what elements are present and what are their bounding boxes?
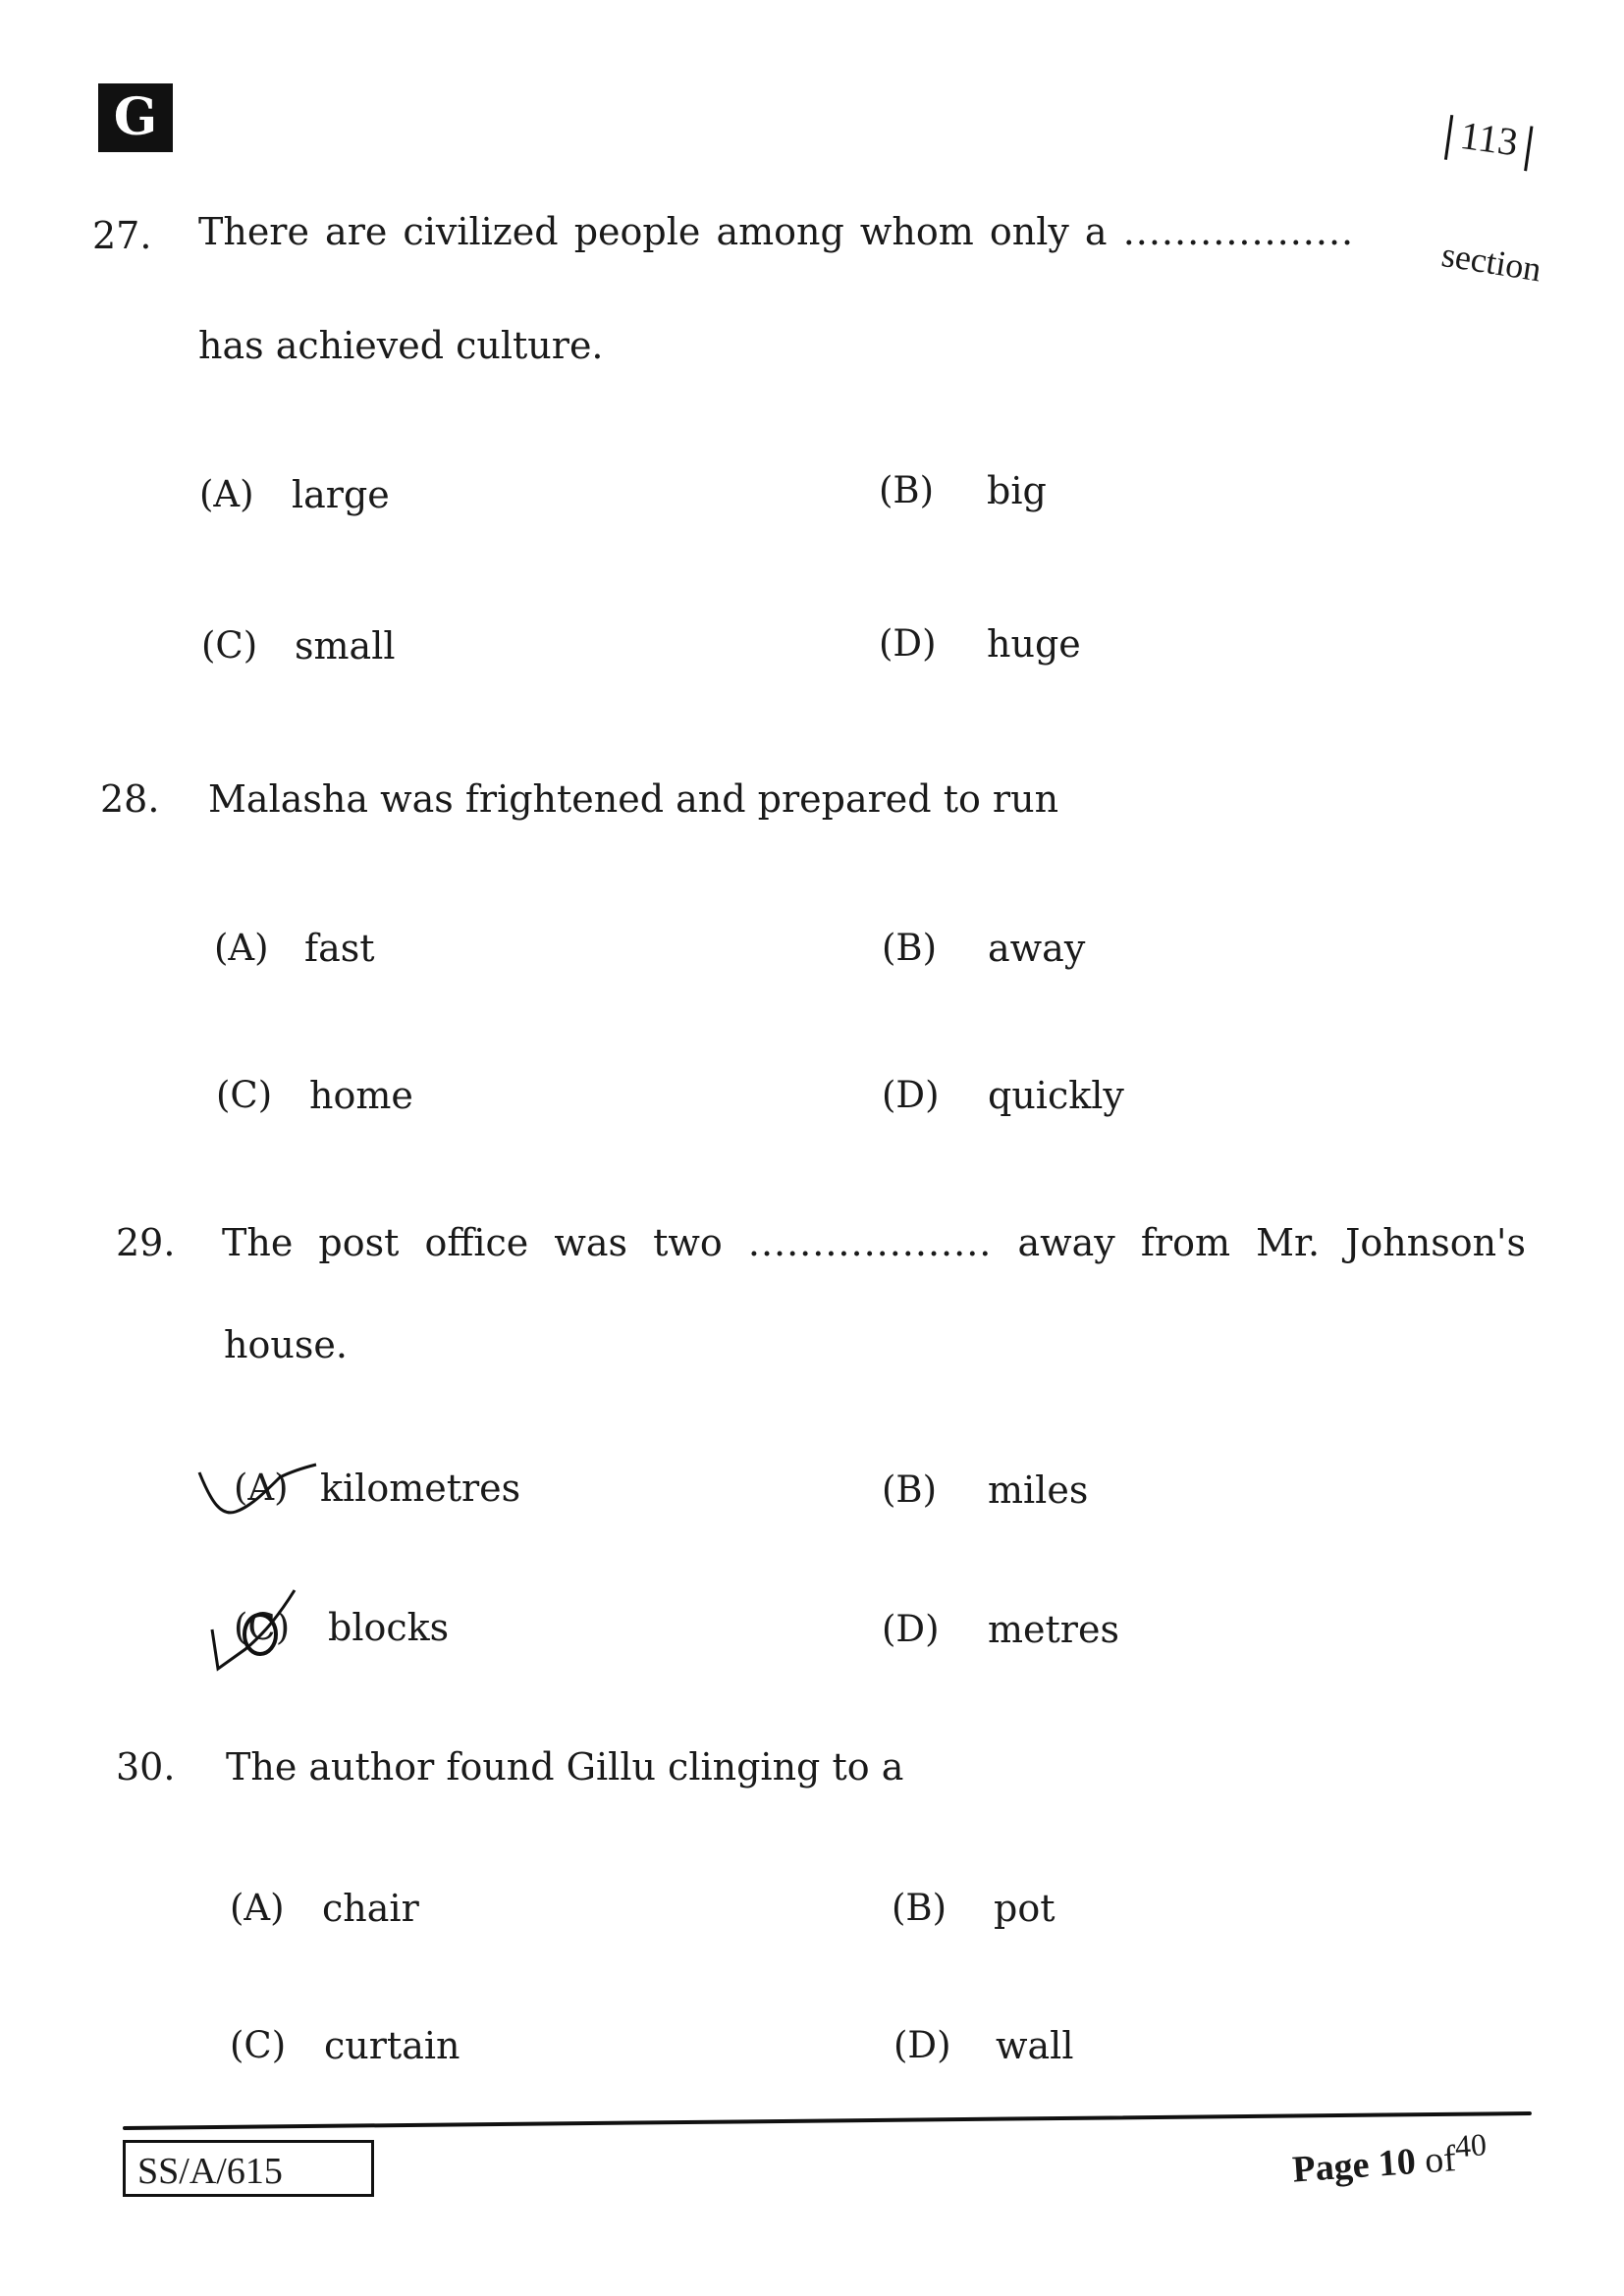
option-text: away [988,927,1086,970]
answer-blank: .................. [1122,210,1355,253]
question-text-line2: has achieved culture. [198,324,604,367]
question-number: 29. [116,1221,176,1264]
bracket-left [1444,115,1453,160]
option-text: kilometres [320,1467,521,1510]
question-text: Malasha was frightened and prepared to run [208,777,1059,821]
option-label: (B) [892,1887,947,1929]
option-label: (C) [216,1074,273,1116]
option-text: wall [996,2024,1074,2067]
page-of: of [1423,2138,1458,2182]
option-text: metres [988,1608,1119,1651]
option-text: chair [322,1887,419,1930]
option-label: (D) [882,1608,940,1650]
question-number: 30. [116,1745,176,1789]
option-text: big [987,469,1047,512]
paper-code: SS/A/615 [123,2140,374,2197]
option-text: miles [988,1468,1089,1512]
question-text-before-blank: The post office was two [222,1221,723,1264]
bracket-right [1524,126,1533,171]
option-text: small [295,624,396,667]
question-text-after-blank: away from Mr. Johnson's [1017,1221,1526,1264]
page-reference-number: 113 [1457,112,1521,165]
series-badge: G [98,83,173,152]
option-text: curtain [324,2024,460,2067]
option-text: blocks [328,1606,450,1649]
option-label: (D) [893,2024,951,2066]
option-label: (C) [201,624,258,667]
question-number: 27. [92,214,152,257]
question-text-line2: house. [224,1323,348,1366]
question-text [198,210,1354,253]
page-number [1290,2126,1489,2191]
option-label: (A) [214,927,269,969]
option-text: home [309,1074,413,1117]
option-label: (B) [882,1468,938,1511]
option-label: (A) [199,473,254,515]
option-label: (B) [879,469,935,511]
option-text: quickly [988,1074,1124,1117]
option-label: (C) [234,1606,291,1648]
option-text: huge [987,622,1081,666]
question-text: The author found Gillu clinging to a [226,1745,904,1789]
option-label: (D) [879,622,937,665]
option-label: (D) [882,1074,940,1116]
option-text: large [292,473,390,516]
question-text-continued: section [1438,234,1544,290]
answer-blank: ................... [747,1221,993,1264]
option-label: (B) [882,927,938,969]
option-text: pot [994,1887,1056,1930]
page-total: 40 [1453,2126,1489,2164]
question-number: 28. [100,777,160,821]
option-label: (A) [230,1887,285,1929]
option-label: (A) [234,1467,289,1509]
question-text-line1: There are civilized people among whom only a [198,210,1108,253]
footer-divider [123,2111,1532,2130]
question-text [222,1221,1526,1264]
page-reference [1444,110,1534,171]
option-label: (C) [230,2024,287,2066]
page-current: Page 10 [1291,2141,1418,2191]
option-text: fast [304,927,375,970]
